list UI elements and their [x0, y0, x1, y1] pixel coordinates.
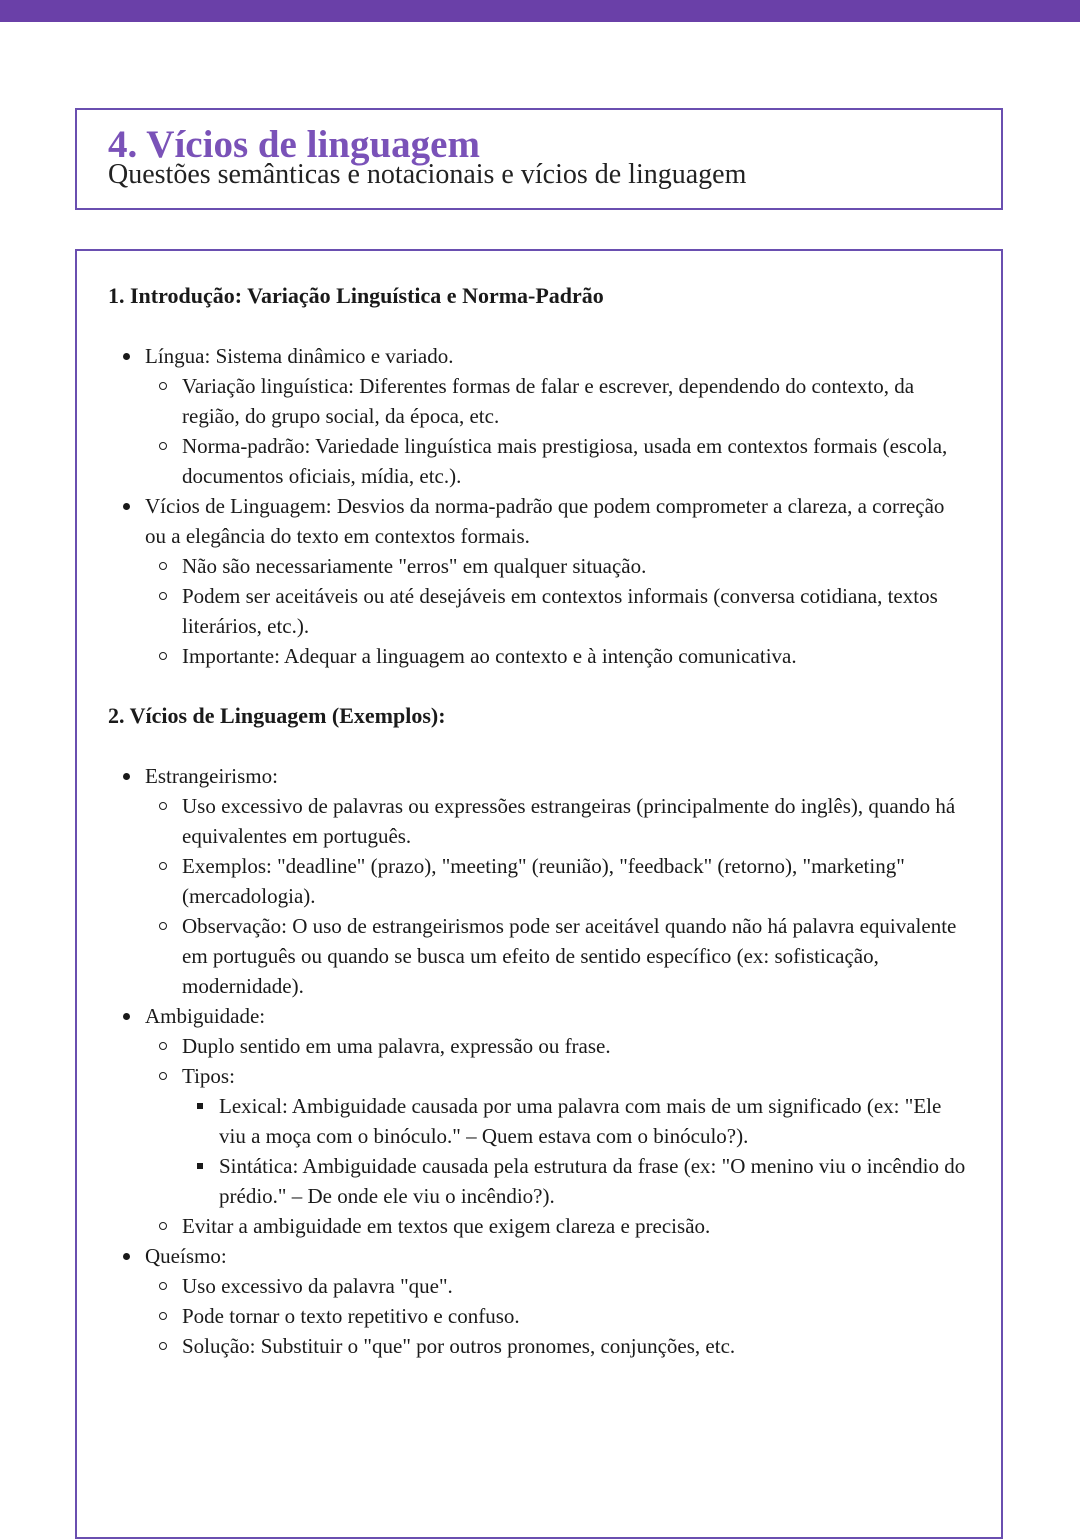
sub-list — [145, 1271, 968, 1361]
list-item — [108, 341, 968, 491]
circle-bullet-icon — [145, 551, 182, 581]
list-item — [145, 1301, 968, 1331]
list-item — [145, 1031, 968, 1061]
circle-bullet-icon — [145, 1061, 182, 1091]
content-card — [75, 249, 1003, 1539]
circle-bullet-icon — [145, 1211, 182, 1241]
list-item — [145, 1211, 968, 1241]
list-item — [145, 851, 968, 911]
bullet-icon — [108, 1001, 145, 1031]
list-item — [182, 1151, 968, 1211]
list-item — [145, 1271, 968, 1301]
list-item — [108, 1001, 968, 1241]
list-item — [145, 581, 968, 641]
sub-list — [145, 791, 968, 1001]
list-item-text: Pode tornar o texto repetitivo e confuso. — [182, 1304, 520, 1328]
list-item-text: Ambiguidade: — [145, 1004, 266, 1028]
section-2-list — [108, 761, 968, 1361]
list-item-text: Observação: O uso de estrangeirismos pode ser aceitável quando não há palavra equivalente em português ou quando se busca um efeito de sentido específico (ex: sofisticação, modernidade). — [182, 914, 957, 998]
circle-bullet-icon — [145, 431, 182, 461]
list-item-text: Uso excessivo da palavra "que". — [182, 1274, 453, 1298]
list-item-text: Estrangeirismo: — [145, 764, 278, 788]
list-item-text: Duplo sentido em uma palavra, expressão ou frase. — [182, 1034, 611, 1058]
list-item-text: Evitar a ambiguidade em textos que exigem clareza e precisão. — [182, 1214, 711, 1238]
list-item-text: Uso excessivo de palavras ou expressões estrangeiras (principalmente do inglês), quando há equivalentes em português. — [182, 794, 956, 848]
circle-bullet-icon — [145, 1301, 182, 1331]
bullet-icon — [108, 491, 145, 521]
list-item-text: Lexical: Ambiguidade causada por uma palavra com mais de um significado (ex: "Ele viu a moça com o binóculo." – Quem estava com o binóculo?). — [219, 1094, 942, 1148]
section-2-heading: 2. Vícios de Linguagem (Exemplos): — [108, 703, 446, 728]
list-item-text: Queísmo: — [145, 1244, 227, 1268]
list-item-text: Podem ser aceitáveis ou até desejáveis em contextos informais (conversa cotidiana, textos literários, etc.). — [182, 584, 938, 638]
list-item — [182, 1091, 968, 1151]
list-item — [145, 1331, 968, 1361]
list-item-text: Importante: Adequar a linguagem ao contexto e à intenção comunicativa. — [182, 644, 797, 668]
list-item — [145, 1061, 968, 1211]
sub-list — [145, 1031, 968, 1241]
list-item — [145, 791, 968, 851]
list-item — [145, 431, 968, 491]
list-item-text: Tipos: — [182, 1064, 235, 1088]
circle-bullet-icon — [145, 791, 182, 821]
list-item-text: Sintática: Ambiguidade causada pela estrutura da frase (ex: "O menino viu o incêndio do prédio." – De onde ele viu o incêndio?). — [219, 1154, 966, 1208]
list-item-text: Não são necessariamente "erros" em qualquer situação. — [182, 554, 647, 578]
section-1-list — [108, 341, 968, 671]
list-item-text: Língua: Sistema dinâmico e variado. — [145, 344, 454, 368]
bullet-icon — [108, 761, 145, 791]
list-item — [145, 911, 968, 1001]
top-accent-bar — [0, 0, 1080, 22]
list-item-text: Norma-padrão: Variedade linguística mais prestigiosa, usada em contextos formais (escola, documentos oficiais, mídia, etc.). — [182, 434, 948, 488]
square-bullet-icon — [182, 1091, 219, 1121]
circle-bullet-icon — [145, 1031, 182, 1061]
page-title: 4. Vícios de linguagem — [108, 123, 480, 166]
section-1-heading: 1. Introdução: Variação Linguística e Norma-Padrão — [108, 283, 604, 308]
circle-bullet-icon — [145, 1331, 182, 1361]
bullet-icon — [108, 341, 145, 371]
list-item-text: Vícios de Linguagem: Desvios da norma-padrão que podem comprometer a clareza, a correção ou a elegância do texto em contextos formais. — [145, 494, 945, 548]
title-card — [75, 108, 1003, 210]
sub-list — [145, 371, 968, 491]
circle-bullet-icon — [145, 581, 182, 611]
page-subtitle: Questões semânticas e notacionais e vícios de linguagem — [108, 159, 747, 190]
sub-list — [145, 551, 968, 671]
list-item — [108, 491, 968, 671]
list-item — [145, 371, 968, 431]
list-item — [145, 551, 968, 581]
circle-bullet-icon — [145, 851, 182, 881]
sub-sub-list — [182, 1091, 968, 1211]
circle-bullet-icon — [145, 911, 182, 941]
list-item — [108, 1241, 968, 1361]
circle-bullet-icon — [145, 1271, 182, 1301]
content-body — [108, 281, 968, 1361]
list-item-text: Exemplos: "deadline" (prazo), "meeting" (reunião), "feedback" (retorno), "marketing" (mercadologia). — [182, 854, 905, 908]
list-item — [108, 761, 968, 1001]
circle-bullet-icon — [145, 371, 182, 401]
bullet-icon — [108, 1241, 145, 1271]
list-item-text: Solução: Substituir o "que" por outros pronomes, conjunções, etc. — [182, 1334, 736, 1358]
list-item-text: Variação linguística: Diferentes formas de falar e escrever, dependendo do contexto, da região, do grupo social, da época, etc. — [182, 374, 915, 428]
square-bullet-icon — [182, 1151, 219, 1181]
list-item — [145, 641, 968, 671]
circle-bullet-icon — [145, 641, 182, 671]
